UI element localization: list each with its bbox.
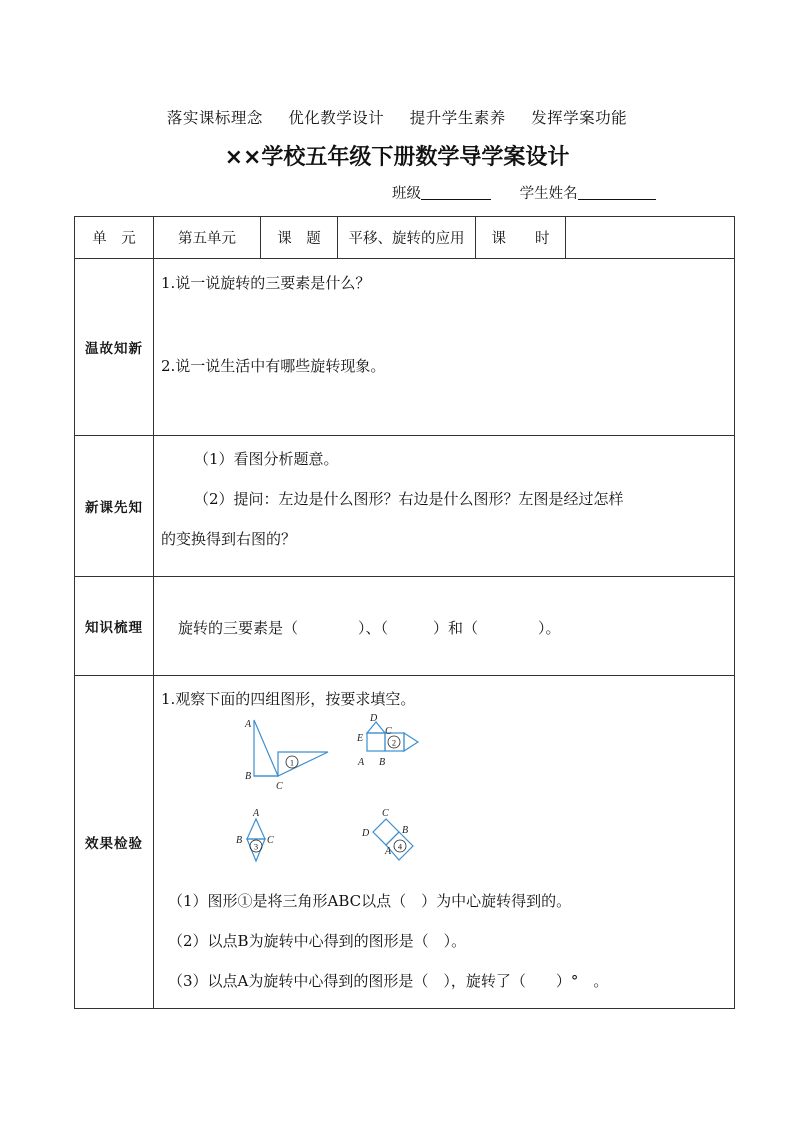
fig2-label-b: B (379, 757, 386, 768)
fig1-number: 1 (289, 757, 295, 768)
fig2-label-e: E (357, 733, 364, 744)
slogan-2: 优化教学设计 (288, 109, 385, 127)
square-cd (373, 819, 399, 845)
check-label: 效果检验 (75, 676, 154, 1009)
preview-label: 新课先知 (75, 436, 154, 577)
student-name-blank[interactable] (578, 185, 656, 200)
knowledge-content (154, 577, 735, 676)
unit-label: 单 元 (75, 217, 154, 259)
fig3-label-b: B (236, 835, 243, 846)
knowledge-row (75, 577, 735, 676)
fig1-label-b: B (245, 771, 252, 782)
fig4-label-d: D (362, 828, 370, 839)
check-subquestion-3: （3）以点A为旋转中心得到的图形是（ ），旋转了（ ）° 。 (168, 972, 609, 990)
check-content (154, 676, 735, 1009)
review-question-2: 2.说一说生活中有哪些旋转现象。 (161, 357, 386, 375)
topic-label: 课 题 (261, 217, 338, 259)
class-blank[interactable] (421, 185, 491, 200)
fig2-number: 2 (391, 737, 397, 748)
fig3-number: 3 (253, 841, 259, 852)
triangle-right (404, 733, 418, 751)
slogan-3: 提升学生素养 (409, 109, 506, 127)
knowledge-label: 知识梳理 (75, 577, 154, 676)
unit-value: 第五单元 (154, 217, 261, 259)
preview-step-2-cont: 的变换得到右图的？ (161, 530, 297, 548)
lesson-table (74, 216, 735, 1009)
class-label: 班级 (392, 186, 421, 202)
fig1-label-a: A (245, 719, 252, 730)
preview-row (75, 436, 735, 577)
knowledge-fill-blank: 旋转的三要素是（ ）、（ ）和（ ）。 (178, 619, 561, 637)
topic-value: 平移、旋转的应用 (338, 217, 476, 259)
triangle-1 (278, 752, 328, 776)
page-title: ××学校五年级下册数学导学案设计 (224, 145, 570, 170)
info-row (75, 217, 735, 259)
preview-step-1: （1）看图分析题意。 (194, 450, 339, 468)
fig2-label-c: C (385, 726, 392, 737)
student-name-label: 学生姓名 (519, 186, 578, 202)
triangle-upper (247, 819, 265, 839)
slogan-4: 发挥学案功能 (531, 109, 628, 127)
review-row (75, 259, 735, 436)
check-row (75, 676, 735, 1009)
square-left (367, 733, 385, 751)
check-subquestion-2: （2）以点B为旋转中心得到的图形是（ ）。 (168, 932, 467, 950)
fig4-number: 4 (397, 841, 403, 852)
fig4-label-a: A (385, 846, 392, 857)
fig3-label-a: A (253, 808, 260, 819)
fig4-label-b: B (402, 825, 409, 836)
slogan-line (0, 106, 794, 128)
fig1-label-c: C (276, 781, 283, 792)
rotation-figures (154, 676, 728, 1008)
fig2-label-d: D (370, 713, 378, 724)
period-value[interactable] (566, 217, 735, 259)
fig2-label-a: A (358, 757, 365, 768)
student-info (392, 182, 656, 203)
check-question-1: 1.观察下面的四组图形，按要求填空。 (161, 690, 416, 708)
review-content (154, 259, 735, 436)
preview-content (154, 436, 735, 577)
check-subquestion-1: （1）图形①是将三角形ABC以点（ ）为中心旋转得到的。 (168, 892, 572, 910)
review-question-1: 1.说一说旋转的三要素是什么？ (161, 274, 371, 292)
slogan-1: 落实课标理念 (166, 109, 263, 127)
triangle-abc (254, 720, 278, 776)
preview-step-2: （2）提问：左边是什么图形？右边是什么图形？左图是经过怎样 (194, 490, 624, 508)
period-label: 课 时 (476, 217, 566, 259)
fig3-label-c: C (267, 835, 274, 846)
fig4-label-c: C (382, 808, 389, 819)
review-label: 温故知新 (75, 259, 154, 436)
